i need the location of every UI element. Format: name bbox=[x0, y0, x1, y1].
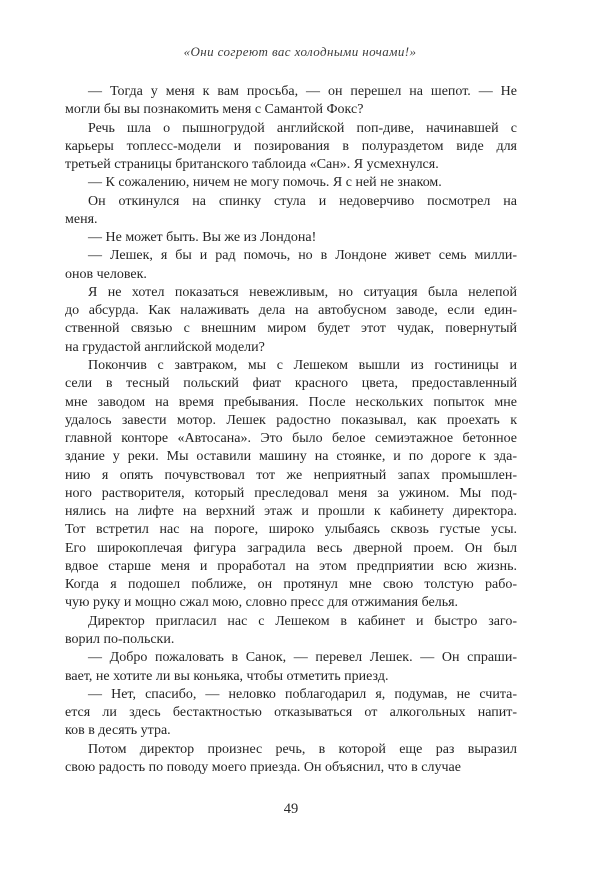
text-line: главной конторе «Автосана». Это было белое семиэтажное бетонное bbox=[65, 431, 517, 447]
text-line: ственной связью с внешним миром будет этот чудак, повернутый bbox=[65, 321, 517, 337]
text-line: мне заводом на время пребывания. После нескольких попыток мне bbox=[65, 394, 517, 410]
paragraph bbox=[65, 247, 517, 284]
running-header: «Они согреют вас холодными ночами!» bbox=[183, 44, 417, 59]
paragraph bbox=[65, 686, 517, 741]
text-line: свою радость по поводу моего приезда. Он объяснил, что в случае bbox=[65, 759, 461, 775]
paragraph bbox=[65, 193, 517, 230]
text-line: — Не может быть. Вы же из Лондона! bbox=[88, 230, 317, 246]
text-line: нялись на лифте на верхний этаж и прошли к кабинету директора. bbox=[65, 504, 517, 520]
text-line: ков в десять утра. bbox=[65, 723, 171, 739]
text-line: меня. bbox=[65, 211, 98, 227]
text-line: Его широкоплечая фигура заградила весь дверной проем. Он был bbox=[65, 540, 517, 556]
paragraph bbox=[65, 174, 517, 192]
text-line: третьей страницы британского таблоида «Сан». Я усмехнулся. bbox=[65, 157, 439, 173]
page-number: 49 bbox=[283, 801, 299, 817]
text-line: здание у реки. Мы оставили машину на стоянке, и по дороге к зда- bbox=[65, 449, 517, 465]
paragraph bbox=[65, 120, 517, 175]
text-line: Потом директор произнес речь, в которой еще раз выразил bbox=[88, 741, 517, 757]
text-line: удалось завести мотор. Лешек радостно показывал, как проехать к bbox=[65, 412, 517, 428]
text-line: — К сожалению, ничем не могу помочь. Я с ней не знаком. bbox=[88, 175, 442, 191]
text-line: Я не хотел показаться невежливым, но ситуация была нелепой bbox=[88, 284, 517, 300]
paragraph bbox=[65, 229, 517, 247]
paragraph bbox=[65, 357, 517, 613]
text-line: на грудастой английской модели? bbox=[65, 339, 265, 355]
text-line: чую руку и мощно сжал мою, словно пресс для отжимания белья. bbox=[65, 595, 459, 611]
text-line: онов человек. bbox=[65, 266, 147, 282]
text-line: Речь шла о пышногрудой английской поп-диве, начинавшей с bbox=[88, 120, 517, 136]
text-line: вает, не хотите ли вы коньяка, чтобы отметить приезд. bbox=[65, 668, 389, 684]
text-line: ворил по-польски. bbox=[65, 631, 175, 647]
paragraph bbox=[65, 613, 517, 650]
text-line: Директор пригласил нас с Лешеком в кабинет и быстро заго- bbox=[88, 613, 517, 629]
text-line: могли бы вы познакомить меня с Самантой Фокс? bbox=[65, 102, 364, 118]
paragraph bbox=[65, 284, 517, 357]
paragraph bbox=[65, 649, 517, 686]
text-line: Когда я подошел поближе, он протянул мне свою толстую рабо- bbox=[65, 577, 517, 593]
text-body bbox=[65, 83, 517, 777]
text-line: — Тогда у меня к вам просьба, — он перешел на шепот. — Не bbox=[88, 84, 517, 99]
text-line: Покончив с завтраком, мы с Лешеком вышли из гостиницы и bbox=[88, 357, 517, 373]
text-line: вдвое старше меня и проработал на этом предприятии всю жизнь. bbox=[65, 558, 517, 574]
text-line: ного растворителя, который преследовал меня за ужином. Мы под- bbox=[65, 485, 517, 501]
paragraph bbox=[65, 83, 517, 120]
text-line: нию я опять почувствовал тот же неприятный запах промышлен- bbox=[65, 467, 517, 483]
text-line: карьеры топлесс-модели и позирования в полураздетом виде для bbox=[65, 138, 517, 154]
text-line: — Добро пожаловать в Санок, — перевел Лешек. — Он спраши- bbox=[88, 650, 517, 666]
text-line: сели в тесный польский фиат красного цвета, предоставленный bbox=[65, 376, 517, 392]
text-line: — Лешек, я бы и рад помочь, но в Лондоне живет семь милли- bbox=[88, 248, 517, 264]
paragraph bbox=[65, 741, 517, 778]
text-line: Он откинулся на спинку стула и недоверчиво посмотрел на bbox=[88, 193, 517, 209]
text-line: до абсурда. Как налаживать дела на автобусном заводе, если един- bbox=[65, 303, 517, 319]
text-line: Тот встретил нас на пороге, широко улыбаясь сквозь густые усы. bbox=[65, 522, 517, 538]
text-line: ется ли здесь бестактностью отказываться от алкогольных напит- bbox=[65, 705, 517, 721]
text-line: — Нет, спасибо, — неловко поблагодарил я, подумав, не счита- bbox=[88, 686, 517, 702]
